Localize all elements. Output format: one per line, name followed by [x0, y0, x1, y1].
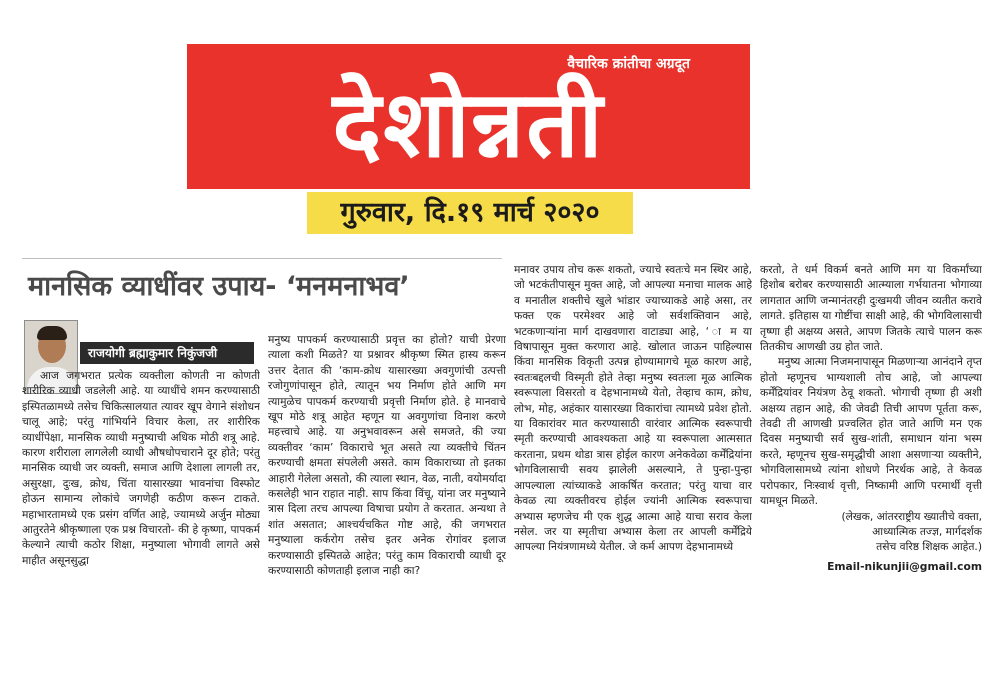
author-email: Email-nikunjii@gmail.com	[827, 559, 982, 573]
article-column-3	[514, 262, 752, 650]
column-2-text: मनुष्य पापकर्म करण्यासाठी प्रवृत्त का होतो? याची प्रेरणा त्याला कशी मिळते? या प्रश्नावर श्रीकृष्ण स्मित हास्य करून उत्तर देतात की ‘काम-क्रोध यासारख्या अवगुणांची उत्पत्ती रजोगुणांपासून होते, त्यातून भय निर्माण होते आणि मग त्यामुळेच पापकर्म करण्याची प्रवृत्ती निर्माण होते. हे मानवाचे खूप मोठे शत्रू आहेत म्हणून या अवगुणांचा विनाश करणे महत्त्वाचे आहे. या अनुभवावरून असे समजते, की ज्या व्यक्तीवर ‘काम’ विकाराचे भूत असते त्या व्यक्तीचे चिंतन करण्याची क्षमता संपलेली असते. काम विकाराच्या तो इतका आहारी गेलेला असतो, की त्याला स्थान, वेळ, नाती, वयोमर्यादा कसलेही भान राहात नाही. साप किंवा विंचू, यांना जर मनुष्याने त्रास दिला तरच आपल्या विषाचा प्रयोग ते करतात. अन्यथा ते शांत असतात; आश्चर्यचकित गोष्ट आहे, की जगभरात मनुष्याला कर्करोग तसेच इतर अनेक रोगांवर इलाज करण्यासाठी इस्पितळे आहेत; परंतु काम विकाराची व्याधी दूर करण्यासाठी कोणताही इलाज नाही का?	[268, 333, 506, 578]
article	[0, 248, 994, 676]
column-4-text-part-2: मनुष्य आत्मा निजमनापासून मिळणाऱ्या आनंदाने तृप्त होतो म्हणूनच भाग्यशाली तोच आहे, जो आपल्या कर्मेंद्रियांवर नियंत्रण ठेवू शकतो. भोगाची तृष्णा ही अशी अक्षय्य तहान आहे, की जेवढी तिची आपण पूर्तता करू, तेवढी ती आणखी प्रज्वलित होत जाते आणि मन एक दिवस मनुष्याची सर्व सुख-शांती, समाधान यांना भस्म करते, म्हणूनच सुख-समृद्धीची आशा असणाऱ्या व्यक्तीने, भोगविलासामध्ये त्यांना शोधणे निरर्थक आहे, ते केवळ परोपकार, निःस्वार्थ वृत्ती, निष्कामी आणि परमार्थी वृत्ती यामधून मिळते.	[760, 355, 982, 508]
masthead-tagline: वैचारिक क्रांतीचा अग्रदूत	[567, 56, 690, 72]
article-column-1	[22, 368, 260, 646]
column-3-text: मनावर उपाय तोच करू शकतो, ज्याचे स्वतःचे मन स्थिर आहे, जो भटकंतीपासून मुक्त आहे, जो आपल्या मनाचा मालक आहे व मनातील शक्तीचे खुले भांडार ज्याच्याकडे आहे असा, तर फक्त एक परमेश्वर आहे जो सर्वशक्तिवान आहे, भटकणाऱ्यांना मार्ग दाखवणारा वाटाड्या आहे, ‘ ा म या विषापासून मुक्त करणारा आहे. खोलात जाऊन पाहिल्यास किंवा मानसिक विकृती उत्पन्न होण्यामागचे मूळ कारण आहे, स्वतःबद्दलची विस्मृती होते तेव्हा मनुष्य स्वतःला मूळ आत्मिक स्वरूपाला विसरतो व देहभानामध्ये येतो, तेव्हाच काम, क्रोध, लोभ, मोह, अहंकार यासारख्या विकारांचा त्यामध्ये प्रवेश होतो. या विकारांवर मात करण्यासाठी वारंवार आत्मिक स्वरूपाची स्मृती करण्याची आवश्यकता आहे या स्वरूपाला आत्मसात करताना, प्रथम थोडा त्रास होईल कारण अनेकवेळा कर्मेंद्रियांना भोगविलासाची सवय झालेली असल्याने, ते पुन्हा-पुन्हा आपल्याला त्यांच्याकडे आकर्षित करतात; परंतु याचा वार केवळ त्या व्यक्तीवरच होईल ज्यांनी आत्मिक स्वरूपाचा अभ्यास म्हणजेच मी एक शुद्ध आत्मा आहे याचा सराव केला नसेल. जर या स्मृतीचा अभ्यास केला तर आपली कर्मेंद्रिये आपल्या नियंत्रणामध्ये येतील. जे कर्म आपण देहभानामध्ये	[514, 263, 752, 554]
article-column-4	[760, 262, 982, 672]
article-headline: मानसिक व्याधींवर उपाय- ‘मनमनाभव’	[28, 271, 410, 302]
masthead-banner	[187, 44, 750, 189]
headline-divider	[22, 258, 502, 259]
newspaper-logo: देशोन्नती	[332, 71, 605, 178]
author-byline: राजयोगी ब्रह्माकुमार निकुंजजी	[80, 342, 254, 364]
author-photo-hair	[37, 326, 67, 340]
issue-date: गुरुवार, दि.१९ मार्च २०२०	[307, 192, 633, 234]
column-1-text: आज जगभरात प्रत्येक व्यक्तीला कोणती ना कोणती शारीरिक व्याधी जडलेली आहे. या व्याधींचे शमन करण्यासाठी इस्पितळामध्ये तसेच चिकित्सालयात त्यावर खूप वेगाने संशोधन चालू आहे; परंतु गांभिर्याने विचार केला, तर शारीरिक व्याधींपेक्षा, मानसिक व्याधी मनुष्याची अधिक मोठी शत्रू आहे. कारण शरीराला लागलेली व्याधी औषधोपचाराने दूर होते; परंतु मानसिक व्याधी जर व्यक्ती, समाज आणि देशाला लागली तर, असुरक्षा, दुःख, क्रोध, चिंता यासारख्या भावनांचा विस्फोट होऊन सामान्य लोकांचे जगणेही कठीण करून टाकते. महाभारतामध्ये एक प्रसंग वर्णित आहे, ज्यामध्ये अर्जुन मोठ्या आतुरतेने श्रीकृष्णाला एक प्रश्न विचारतो- की हे कृष्णा, पापकर्म केल्याने त्याची कठोर शिक्षा, मनुष्याला भोगावी लागते असे माहीत असूनसुद्धा	[22, 369, 260, 567]
article-column-2	[268, 332, 506, 652]
author-credit-line-2: आध्यात्मिक तज्ज्ञ, मार्गदर्शक	[872, 524, 982, 538]
author-credit-line-3: तसेच वरिष्ठ शिक्षक आहेत.)	[876, 540, 982, 554]
column-4-text-part-1: करतो, ते धर्म विकर्म बनते आणि मग या विकर्मांच्या हिशोब बरोबर करण्यासाठी आत्म्याला गर्भयातना भोगाव्या लागतात आणि जन्मानंतरही दुःखमयी जीवन व्यतीत करावे लागते. इतिहास या गोष्टींचा साक्षी आहे, की भोगविलासाची तृष्णा ही अक्षय्य असते, आपण जितके त्याचे पालन करू तितकीच आणखी उग्र होत जाते.	[760, 263, 982, 354]
author-credit-line-1: (लेखक, आंतरराष्ट्रीय ख्यातीचे वक्ता,	[841, 509, 982, 523]
